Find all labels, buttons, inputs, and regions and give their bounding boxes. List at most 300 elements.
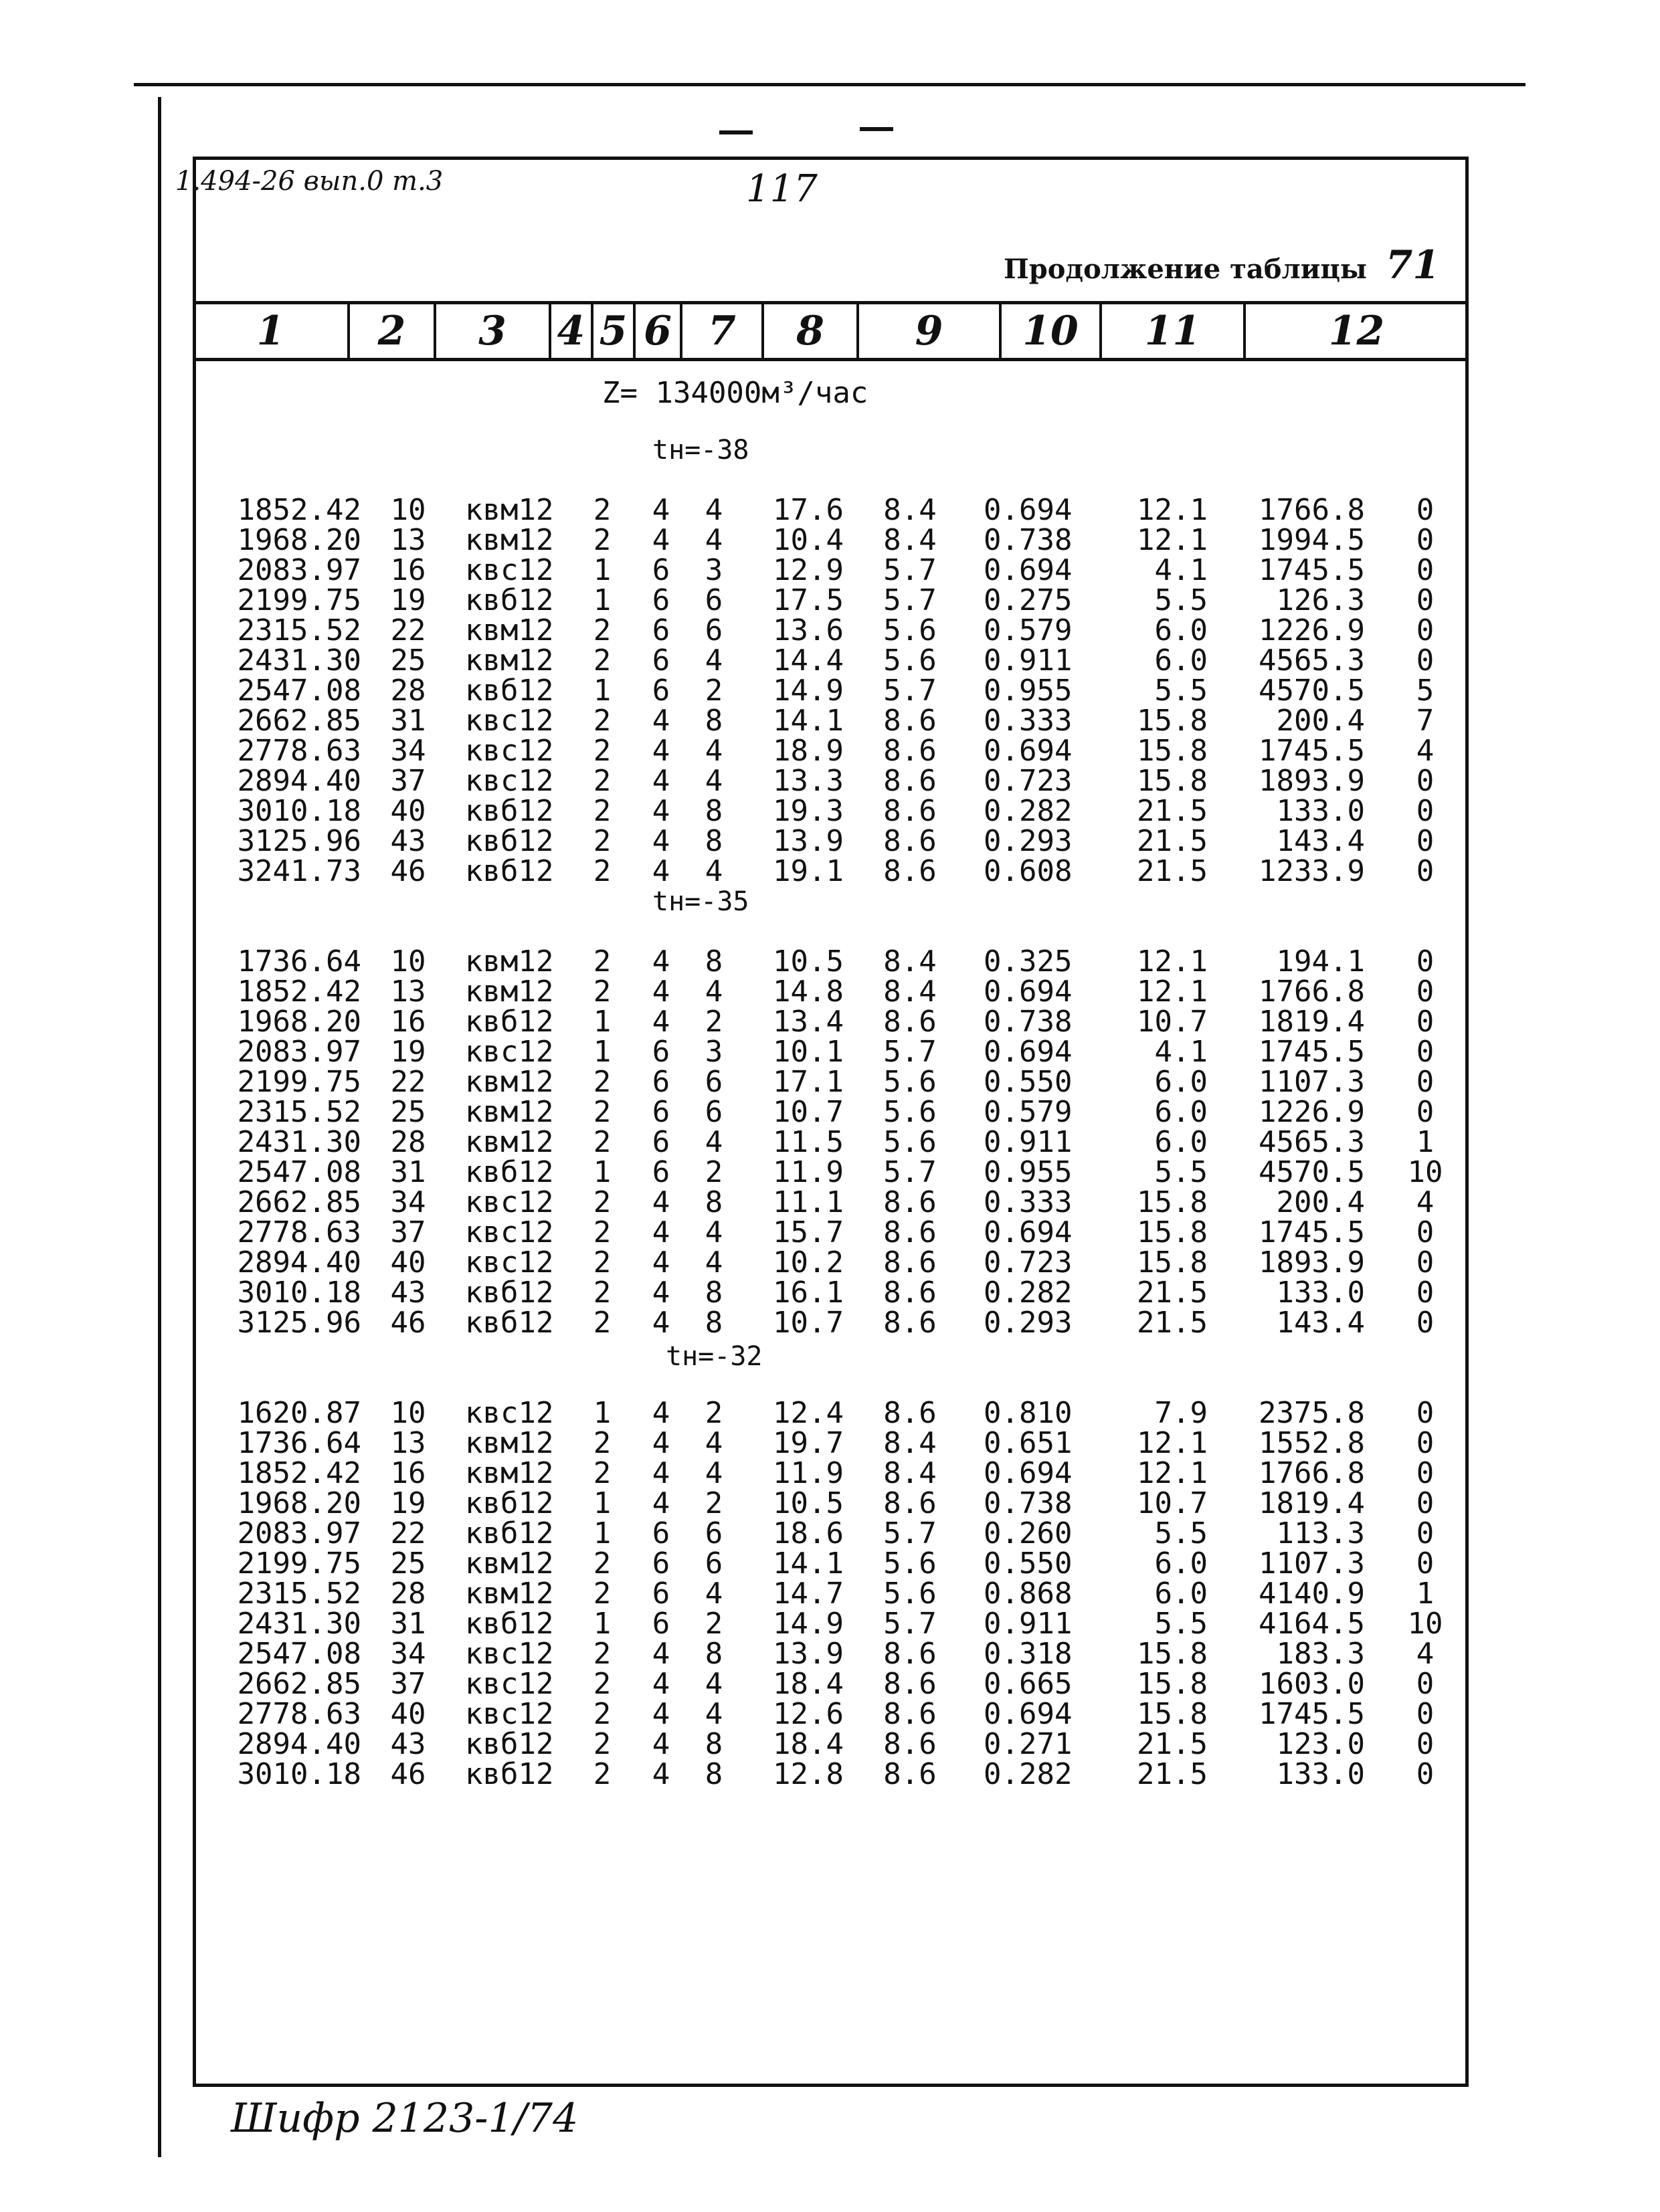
cell-col6: 4: [705, 1426, 723, 1460]
cell-col10: 6.0: [1154, 1577, 1208, 1611]
cell-type: квм12: [465, 944, 554, 979]
cell-rows: 16: [390, 1456, 426, 1490]
cell-type: квс12: [465, 1396, 554, 1430]
cell-airflow: 3010.18: [237, 1276, 361, 1310]
cell-col12: 7: [1416, 704, 1435, 738]
table-row: [0, 1548, 1660, 1579]
cell-col10: 21.5: [1137, 1727, 1208, 1761]
cell-col9: 0.694: [984, 1697, 1073, 1731]
table-row: [0, 1247, 1660, 1278]
table-row: [0, 766, 1660, 796]
cell-col7: 18.9: [773, 734, 844, 768]
cell-airflow: 1852.42: [237, 1456, 361, 1490]
cell-airflow: 3010.18: [237, 794, 361, 828]
cell-col12: 0: [1416, 975, 1435, 1009]
header-column-separator: [633, 304, 636, 358]
cell-col10: 15.8: [1137, 1185, 1208, 1219]
cell-type: квб12: [465, 1607, 554, 1641]
cell-col5: 4: [652, 1276, 670, 1310]
cell-col9: 0.318: [984, 1637, 1073, 1671]
cell-col6: 8: [705, 1757, 723, 1791]
cell-rows: 16: [390, 553, 426, 587]
cell-col11: 200.4: [1276, 1185, 1365, 1219]
cell-type: квм12: [465, 1456, 554, 1490]
cell-col10: 15.8: [1137, 1245, 1208, 1280]
cell-col10: 10.7: [1137, 1486, 1208, 1520]
cell-col12: 10: [1407, 1155, 1443, 1189]
table-row: [0, 1127, 1660, 1157]
column-header-11: 11: [1144, 308, 1201, 355]
cell-col6: 4: [705, 854, 723, 888]
cell-col11: 133.0: [1276, 1757, 1365, 1791]
cell-col7: 12.4: [773, 1396, 844, 1430]
cell-col10: 15.8: [1137, 1667, 1208, 1701]
column-header-8: 8: [796, 308, 824, 355]
cell-col5: 6: [652, 1155, 670, 1189]
cell-rows: 10: [390, 1396, 426, 1430]
cell-airflow: 2431.30: [237, 1125, 361, 1159]
cell-col7: 14.7: [773, 1577, 844, 1611]
table-row: [0, 1759, 1660, 1789]
cell-col4: 2: [593, 794, 612, 828]
cell-col6: 4: [705, 493, 723, 527]
cell-airflow: 1736.64: [237, 944, 361, 979]
table-row: [0, 1278, 1660, 1308]
cell-rows: 13: [390, 975, 426, 1009]
cell-col10: 21.5: [1137, 824, 1208, 858]
table-row: [0, 856, 1660, 886]
cell-airflow: 1968.20: [237, 1005, 361, 1039]
cell-col5: 6: [652, 613, 670, 647]
cell-col6: 2: [705, 1155, 723, 1189]
table-row: [0, 1458, 1660, 1488]
cell-col9: 0.325: [984, 944, 1073, 979]
cell-col8: 8.6: [883, 1276, 937, 1310]
cell-col10: 21.5: [1137, 1276, 1208, 1310]
header-column-separator: [591, 304, 593, 358]
cell-col12: 0: [1416, 854, 1435, 888]
cell-col9: 0.911: [984, 643, 1073, 678]
cell-col6: 4: [705, 764, 723, 798]
cell-col9: 0.293: [984, 1306, 1073, 1340]
cell-col6: 4: [705, 1577, 723, 1611]
cell-col10: 6.0: [1154, 643, 1208, 678]
cell-col11: 1233.9: [1259, 854, 1365, 888]
cell-col9: 0.723: [984, 764, 1073, 798]
cell-col9: 0.810: [984, 1396, 1073, 1430]
cell-col6: 8: [705, 944, 723, 979]
cell-col7: 12.8: [773, 1757, 844, 1791]
cell-rows: 40: [390, 1697, 426, 1731]
cell-col11: 4140.9: [1259, 1577, 1365, 1611]
cell-rows: 13: [390, 523, 426, 557]
cell-col11: 143.4: [1276, 1306, 1365, 1340]
cell-col11: 1552.8: [1259, 1426, 1365, 1460]
cell-col10: 21.5: [1137, 854, 1208, 888]
cell-col11: 113.3: [1276, 1516, 1365, 1550]
cell-col10: 21.5: [1137, 1757, 1208, 1791]
cell-col4: 1: [593, 1486, 612, 1520]
cell-col10: 15.8: [1137, 1637, 1208, 1671]
cell-rows: 31: [390, 1607, 426, 1641]
cell-rows: 34: [390, 734, 426, 768]
cell-col5: 4: [652, 1697, 670, 1731]
cell-col9: 0.694: [984, 734, 1073, 768]
cell-col9: 0.282: [984, 794, 1073, 828]
cell-col5: 6: [652, 583, 670, 617]
cell-col7: 19.7: [773, 1426, 844, 1460]
cell-col12: 4: [1416, 1185, 1435, 1219]
cell-rows: 19: [390, 1486, 426, 1520]
cell-rows: 46: [390, 1757, 426, 1791]
cell-col10: 15.8: [1137, 1215, 1208, 1249]
cell-col11: 1766.8: [1259, 1456, 1365, 1490]
cell-col7: 11.9: [773, 1456, 844, 1490]
cell-airflow: 1620.87: [237, 1396, 361, 1430]
cell-col7: 13.9: [773, 1637, 844, 1671]
cell-col9: 0.911: [984, 1607, 1073, 1641]
cell-col10: 6.0: [1154, 1065, 1208, 1099]
cell-col7: 12.6: [773, 1697, 844, 1731]
cell-col11: 1745.5: [1259, 734, 1365, 768]
cell-col9: 0.694: [984, 1456, 1073, 1490]
cell-col6: 4: [705, 975, 723, 1009]
cell-col4: 1: [593, 674, 612, 708]
cell-col4: 2: [593, 1185, 612, 1219]
column-header-5: 5: [599, 308, 628, 355]
cell-col4: 2: [593, 1306, 612, 1340]
cell-rows: 22: [390, 1516, 426, 1550]
cell-col7: 15.7: [773, 1215, 844, 1249]
cell-type: квм12: [465, 643, 554, 678]
cell-col5: 4: [652, 1306, 670, 1340]
cell-type: квб12: [465, 583, 554, 617]
table-row: [0, 946, 1660, 977]
cell-rows: 34: [390, 1637, 426, 1671]
page-number: 117: [746, 167, 818, 211]
cell-airflow: 2315.52: [237, 613, 361, 647]
cell-type: квб12: [465, 1727, 554, 1761]
cell-col6: 6: [705, 1546, 723, 1581]
cell-col12: 10: [1407, 1607, 1443, 1641]
cell-col5: 6: [652, 1607, 670, 1641]
cell-col6: 3: [705, 1035, 723, 1069]
cell-col11: 1819.4: [1259, 1486, 1365, 1520]
cell-col6: 4: [705, 1697, 723, 1731]
top-rule: [134, 83, 1526, 86]
cell-col9: 0.694: [984, 975, 1073, 1009]
cell-col7: 11.9: [773, 1155, 844, 1189]
cell-col5: 4: [652, 1185, 670, 1219]
cell-col12: 0: [1416, 643, 1435, 678]
cell-col12: 0: [1416, 764, 1435, 798]
cell-col9: 0.579: [984, 613, 1073, 647]
top-dash-left: [719, 130, 753, 134]
top-dash-right: [860, 127, 893, 131]
cell-col7: 10.5: [773, 1486, 844, 1520]
cell-airflow: 2199.75: [237, 1546, 361, 1581]
cell-airflow: 2547.08: [237, 674, 361, 708]
cell-col6: 8: [705, 1727, 723, 1761]
cell-airflow: 1968.20: [237, 1486, 361, 1520]
cell-col6: 6: [705, 583, 723, 617]
cell-airflow: 2662.85: [237, 1667, 361, 1701]
cell-col5: 4: [652, 1396, 670, 1430]
table-row: [0, 585, 1660, 615]
cell-col7: 14.1: [773, 1546, 844, 1581]
column-header-12: 12: [1328, 308, 1385, 355]
cell-col6: 2: [705, 1486, 723, 1520]
cell-col10: 12.1: [1137, 944, 1208, 979]
cell-col9: 0.608: [984, 854, 1073, 888]
cell-col8: 8.4: [883, 493, 937, 527]
table-row: [0, 1699, 1660, 1729]
cell-col12: 0: [1416, 794, 1435, 828]
cell-airflow: 3125.96: [237, 824, 361, 858]
cell-col7: 10.4: [773, 523, 844, 557]
table-row: [0, 1037, 1660, 1067]
cell-col11: 1745.5: [1259, 1215, 1365, 1249]
cell-col4: 2: [593, 1697, 612, 1731]
cell-airflow: 2547.08: [237, 1155, 361, 1189]
cell-col12: 1: [1416, 1577, 1435, 1611]
continuation-label: Продолжение таблицы: [1004, 254, 1368, 285]
cell-col5: 4: [652, 1727, 670, 1761]
cell-col7: 13.6: [773, 613, 844, 647]
table-row: [0, 1488, 1660, 1518]
cell-col11: 1994.5: [1259, 523, 1365, 557]
cell-col5: 6: [652, 1095, 670, 1129]
cell-type: квб12: [465, 1276, 554, 1310]
cell-col8: 8.6: [883, 1697, 937, 1731]
cell-col12: 0: [1416, 824, 1435, 858]
cell-type: квм12: [465, 1095, 554, 1129]
cell-col4: 2: [593, 1276, 612, 1310]
cell-airflow: 1852.42: [237, 975, 361, 1009]
table-row: [0, 676, 1660, 706]
cell-type: квм12: [465, 1125, 554, 1159]
cell-col5: 6: [652, 1546, 670, 1581]
cell-col5: 4: [652, 944, 670, 979]
cell-col4: 2: [593, 1667, 612, 1701]
cell-col12: 0: [1416, 1276, 1435, 1310]
cell-col10: 15.8: [1137, 734, 1208, 768]
cell-col8: 8.6: [883, 1667, 937, 1701]
cell-col7: 13.3: [773, 764, 844, 798]
cell-rows: 28: [390, 674, 426, 708]
cell-airflow: 2315.52: [237, 1095, 361, 1129]
cell-col10: 15.8: [1137, 1697, 1208, 1731]
cell-col12: 0: [1416, 1396, 1435, 1430]
column-header-3: 3: [478, 308, 506, 355]
cell-col8: 5.7: [883, 553, 937, 587]
cell-col8: 8.6: [883, 1215, 937, 1249]
cell-col11: 1226.9: [1259, 1095, 1365, 1129]
cell-type: квб12: [465, 1005, 554, 1039]
cell-col7: 11.1: [773, 1185, 844, 1219]
cell-col6: 6: [705, 1095, 723, 1129]
table-row: [0, 796, 1660, 826]
cell-col7: 12.9: [773, 553, 844, 587]
cell-col7: 13.9: [773, 824, 844, 858]
cell-col11: 1745.5: [1259, 553, 1365, 587]
cell-col8: 8.6: [883, 734, 937, 768]
cell-col12: 0: [1416, 1697, 1435, 1731]
cell-col9: 0.694: [984, 493, 1073, 527]
column-header-9: 9: [915, 308, 943, 355]
cell-col6: 6: [705, 1516, 723, 1550]
cell-col8: 5.7: [883, 1155, 937, 1189]
cell-rows: 43: [390, 1276, 426, 1310]
column-header-1: 1: [256, 308, 285, 355]
table-row: [0, 1187, 1660, 1217]
cell-col8: 8.6: [883, 704, 937, 738]
table-row: [0, 1729, 1660, 1759]
cell-col4: 2: [593, 1577, 612, 1611]
cell-col11: 1819.4: [1259, 1005, 1365, 1039]
cell-type: квм12: [465, 975, 554, 1009]
table-row: [0, 525, 1660, 555]
cell-col8: 8.6: [883, 764, 937, 798]
cell-col6: 4: [705, 1245, 723, 1280]
cell-col4: 2: [593, 854, 612, 888]
cell-type: квм12: [465, 493, 554, 527]
cell-col4: 2: [593, 1637, 612, 1671]
cell-rows: 13: [390, 1426, 426, 1460]
cell-airflow: 3010.18: [237, 1757, 361, 1791]
cell-col8: 8.6: [883, 1185, 937, 1219]
cell-airflow: 1968.20: [237, 523, 361, 557]
cell-col7: 11.5: [773, 1125, 844, 1159]
cell-col12: 0: [1416, 1065, 1435, 1099]
cell-airflow: 2894.40: [237, 1245, 361, 1280]
cell-col4: 2: [593, 1095, 612, 1129]
section-title: tн=-38: [652, 435, 749, 466]
cell-col7: 14.9: [773, 1607, 844, 1641]
cell-col5: 4: [652, 1667, 670, 1701]
table-row: [0, 1428, 1660, 1458]
cell-col12: 0: [1416, 944, 1435, 979]
cell-col5: 4: [652, 1757, 670, 1791]
section-title: tн=-35: [652, 886, 749, 917]
header-column-separator: [1099, 304, 1102, 358]
cell-col12: 0: [1416, 523, 1435, 557]
cell-col5: 4: [652, 704, 670, 738]
cell-col11: 1766.8: [1259, 975, 1365, 1009]
cell-col12: 0: [1416, 1215, 1435, 1249]
cell-col5: 6: [652, 1125, 670, 1159]
cell-col7: 14.1: [773, 704, 844, 738]
cell-col10: 7.9: [1154, 1396, 1208, 1430]
cell-col8: 8.4: [883, 523, 937, 557]
cell-rows: 28: [390, 1125, 426, 1159]
cell-col9: 0.651: [984, 1426, 1073, 1460]
cell-col7: 13.4: [773, 1005, 844, 1039]
cell-col5: 4: [652, 523, 670, 557]
cell-col11: 183.3: [1276, 1637, 1365, 1671]
cell-col7: 19.3: [773, 794, 844, 828]
cell-col6: 2: [705, 1607, 723, 1641]
cell-airflow: 2894.40: [237, 1727, 361, 1761]
cell-col11: 1107.3: [1259, 1065, 1365, 1099]
cell-airflow: 2547.08: [237, 1637, 361, 1671]
cell-col7: 19.1: [773, 854, 844, 888]
cell-col12: 0: [1416, 1245, 1435, 1280]
cell-col11: 4565.3: [1259, 1125, 1365, 1159]
cell-rows: 19: [390, 1035, 426, 1069]
cell-col9: 0.260: [984, 1516, 1073, 1550]
cell-col11: 1893.9: [1259, 764, 1365, 798]
cell-col6: 8: [705, 1306, 723, 1340]
cell-rows: 43: [390, 1727, 426, 1761]
cell-col6: 4: [705, 1667, 723, 1701]
cell-col4: 1: [593, 1035, 612, 1069]
cell-type: квб12: [465, 824, 554, 858]
cell-rows: 46: [390, 854, 426, 888]
cell-rows: 25: [390, 1095, 426, 1129]
cell-col10: 5.5: [1154, 1516, 1208, 1550]
cell-type: квм12: [465, 1577, 554, 1611]
cell-col6: 4: [705, 1456, 723, 1490]
table-row: [0, 1639, 1660, 1669]
table-row: [0, 1308, 1660, 1338]
cell-col4: 1: [593, 1396, 612, 1430]
cell-col8: 5.6: [883, 1065, 937, 1099]
cell-type: квб12: [465, 674, 554, 708]
cell-airflow: 2778.63: [237, 734, 361, 768]
cell-col8: 5.7: [883, 674, 937, 708]
cell-col10: 12.1: [1137, 1426, 1208, 1460]
cell-col11: 1766.8: [1259, 493, 1365, 527]
cell-col11: 1745.5: [1259, 1697, 1365, 1731]
cell-col7: 18.4: [773, 1667, 844, 1701]
cell-col7: 17.1: [773, 1065, 844, 1099]
cell-col4: 2: [593, 734, 612, 768]
header-column-separator: [856, 304, 859, 358]
cell-col12: 4: [1416, 1637, 1435, 1671]
cell-col11: 200.4: [1276, 704, 1365, 738]
cell-col12: 0: [1416, 583, 1435, 617]
cell-col9: 0.333: [984, 1185, 1073, 1219]
cell-col9: 0.550: [984, 1065, 1073, 1099]
cell-col8: 5.6: [883, 1577, 937, 1611]
cell-col10: 6.0: [1154, 613, 1208, 647]
cell-col5: 4: [652, 975, 670, 1009]
cell-airflow: 2662.85: [237, 1185, 361, 1219]
cell-col5: 4: [652, 1426, 670, 1460]
cell-airflow: 2083.97: [237, 1516, 361, 1550]
cell-type: квс12: [465, 1637, 554, 1671]
cell-col12: 0: [1416, 1456, 1435, 1490]
cell-col6: 6: [705, 1065, 723, 1099]
cell-col4: 1: [593, 1155, 612, 1189]
cell-col12: 4: [1416, 734, 1435, 768]
cell-rows: 16: [390, 1005, 426, 1039]
cell-col11: 133.0: [1276, 1276, 1365, 1310]
cell-col4: 2: [593, 1065, 612, 1099]
cell-col11: 4565.3: [1259, 643, 1365, 678]
cell-type: квс12: [465, 1697, 554, 1731]
cell-col8: 5.6: [883, 1546, 937, 1581]
cell-type: квс12: [465, 704, 554, 738]
cell-col8: 8.6: [883, 1727, 937, 1761]
cell-col4: 2: [593, 1245, 612, 1280]
table-row: [0, 1669, 1660, 1699]
cell-col7: 10.1: [773, 1035, 844, 1069]
column-header-2: 2: [377, 308, 406, 355]
cell-col5: 6: [652, 1035, 670, 1069]
cell-rows: 37: [390, 1215, 426, 1249]
